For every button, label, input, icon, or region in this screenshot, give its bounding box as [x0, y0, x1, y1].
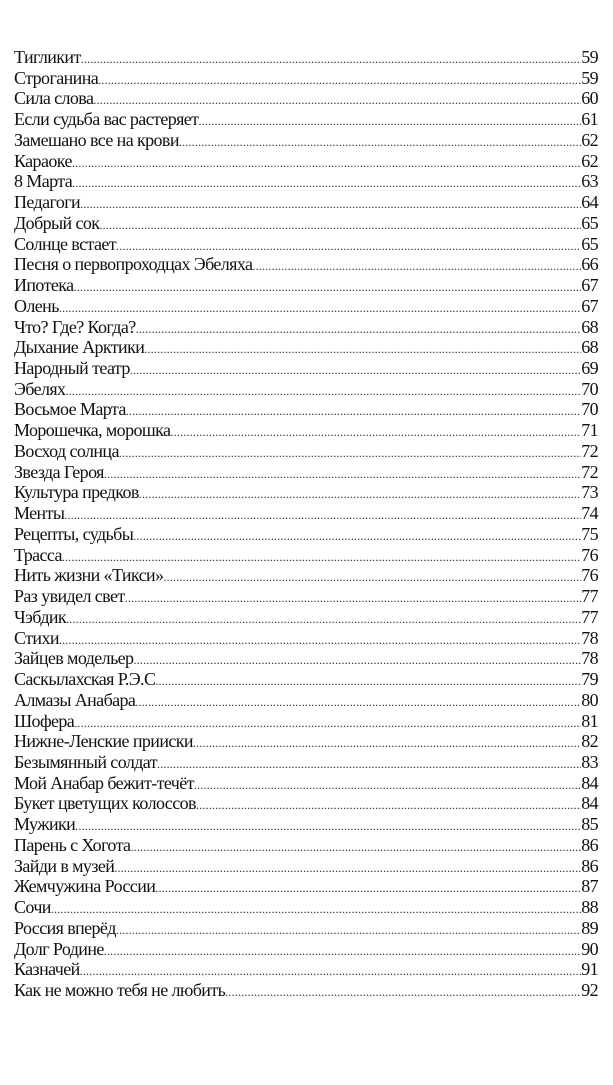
toc-entry: [14, 420, 598, 441]
dot-leader: [126, 401, 581, 422]
toc-entry: [14, 565, 598, 586]
toc-entry-title: Морошечка, морошка: [14, 420, 171, 441]
toc-entry: [14, 130, 598, 151]
toc-entry-page: 72: [581, 461, 598, 482]
dot-leader: [98, 70, 581, 91]
toc-entry: [14, 192, 598, 213]
toc-entry: [14, 897, 598, 918]
dot-leader: [139, 484, 581, 505]
toc-entry-title: Строганина: [14, 67, 99, 88]
dot-leader: [116, 236, 581, 257]
toc-entry-title: Восьмое Марта: [14, 399, 126, 420]
toc-entry-title: Жемчужина России: [14, 876, 156, 897]
toc-entry: [14, 835, 598, 856]
toc-entry-page: 67: [581, 295, 598, 316]
toc-entry-page: 70: [581, 399, 598, 420]
dot-leader: [81, 49, 581, 70]
toc-entry: [14, 379, 598, 400]
toc-entry-page: 78: [581, 648, 598, 669]
toc-entry: [14, 254, 598, 275]
dot-leader: [59, 298, 581, 319]
toc-entry-title: Тигликит: [14, 47, 81, 67]
dot-leader: [155, 671, 581, 692]
toc-entry-page: 59: [581, 67, 598, 88]
toc-entry-title: Как не можно тебя не любить: [14, 980, 226, 1001]
toc-entry-page: 87: [581, 876, 598, 897]
toc-entry-page: 76: [581, 565, 598, 586]
toc-entry: [14, 648, 598, 669]
toc-entry-page: 91: [581, 959, 598, 980]
toc-entry-page: 85: [581, 814, 598, 835]
toc-entry: [14, 296, 598, 317]
toc-entry-page: 68: [581, 337, 598, 358]
dot-leader: [133, 650, 581, 671]
toc-entry: [14, 524, 598, 545]
toc-entry: [14, 607, 598, 628]
toc-entry-title: Сочи: [14, 897, 51, 918]
toc-entry-page: 88: [581, 897, 598, 918]
toc-entry-title: Дыхание Арктики: [14, 337, 145, 358]
toc-entry-title: Зайцев модельер: [14, 648, 134, 669]
dot-leader: [252, 256, 581, 277]
toc-entry-page: 63: [581, 171, 598, 192]
toc-entry-title: Стихи: [14, 627, 59, 648]
dot-leader: [163, 567, 581, 588]
toc-entry-title: Рецепты, судьбы: [14, 523, 134, 544]
toc-entry-title: Народный театр: [14, 358, 130, 379]
toc-entry-page: 81: [581, 710, 598, 731]
dot-leader: [72, 153, 581, 174]
dot-leader: [74, 713, 581, 734]
dot-leader: [130, 360, 581, 381]
toc-entry-title: 8 Марта: [14, 171, 73, 192]
toc-entry: [14, 151, 598, 172]
toc-entry-title: Раз увидел свет: [14, 586, 125, 607]
toc-entry-title: Что? Где? Когда?: [14, 316, 136, 337]
toc-entry: [14, 669, 598, 690]
dot-leader: [119, 443, 581, 464]
toc-entry: [14, 441, 598, 462]
toc-entry-title: Казначей: [14, 959, 80, 980]
toc-entry-page: 84: [581, 793, 598, 814]
toc-entry-page: 84: [581, 772, 598, 793]
toc-entry-title: Культура предков: [14, 482, 139, 503]
toc-entry-title: Чэбдик: [14, 606, 67, 627]
toc-entry-page: 61: [581, 109, 598, 130]
toc-entry: [14, 793, 598, 814]
toc-entry: [14, 876, 598, 897]
toc-entry-page: 73: [581, 482, 598, 503]
toc-entry: [14, 482, 598, 503]
toc-entry-page: 69: [581, 358, 598, 379]
toc-entry-page: 80: [581, 689, 598, 710]
toc-entry-page: 65: [581, 212, 598, 233]
toc-entry-title: Саскылахская Р.Э.С: [14, 669, 156, 690]
toc-entry: [14, 711, 598, 732]
toc-entry-title: Эбелях: [14, 378, 66, 399]
dot-leader: [104, 941, 581, 962]
toc-entry: [14, 856, 598, 877]
toc-entry-page: 86: [581, 855, 598, 876]
toc-entry-title: Шофера: [14, 710, 75, 731]
toc-entry-title: Сила слова: [14, 88, 94, 109]
toc-entry-page: 76: [581, 544, 598, 565]
dot-leader: [193, 733, 581, 754]
dot-leader: [170, 422, 581, 443]
dot-leader: [133, 526, 581, 547]
toc-entry: [14, 980, 598, 1001]
toc-entry: [14, 47, 598, 68]
dot-leader: [72, 173, 581, 194]
dot-leader: [125, 588, 582, 609]
dot-leader: [64, 505, 581, 526]
toc-entry-title: Менты: [14, 503, 65, 524]
dot-leader: [194, 775, 581, 796]
dot-leader: [130, 837, 581, 858]
toc-entry-title: Мой Анабар бежит-течёт: [14, 772, 194, 793]
toc-entry: [14, 773, 598, 794]
toc-entry: [14, 918, 598, 939]
toc-entry-title: Восход солнца: [14, 440, 119, 461]
toc-entry: [14, 109, 598, 130]
toc-entry-title: Зайди в музей: [14, 855, 115, 876]
toc-entry: [14, 399, 598, 420]
toc-entry: [14, 213, 598, 234]
toc-entry-page: 64: [581, 192, 598, 213]
toc-entry-title: Замешано все на крови: [14, 129, 179, 150]
toc-entry-page: 66: [581, 254, 598, 275]
toc-entry: [14, 317, 598, 338]
toc-entry-title: Нить жизни «Тикси»: [14, 565, 164, 586]
dot-leader: [114, 858, 581, 879]
dot-leader: [66, 609, 581, 630]
dot-leader: [179, 132, 581, 153]
dot-leader: [51, 899, 581, 920]
toc-entry-page: 59: [581, 47, 598, 67]
dot-leader: [65, 381, 581, 402]
toc-entry-title: Ипотека: [14, 275, 74, 296]
dot-leader: [135, 692, 581, 713]
toc-entry-title: Алмазы Анабара: [14, 689, 136, 710]
toc-entry-page: 92: [581, 980, 598, 1001]
toc-entry-page: 70: [581, 378, 598, 399]
toc-entry-title: Караоке: [14, 150, 72, 171]
dot-leader: [116, 920, 581, 941]
dot-leader: [80, 961, 582, 982]
toc-entry-page: 82: [581, 731, 598, 752]
toc-entry-page: 65: [581, 233, 598, 254]
table-of-contents: [14, 47, 598, 1001]
toc-entry: [14, 586, 598, 607]
toc-entry-title: Трасса: [14, 544, 62, 565]
toc-entry-page: 89: [581, 917, 598, 938]
toc-entry: [14, 462, 598, 483]
toc-entry-page: 77: [581, 606, 598, 627]
dot-leader: [59, 630, 581, 651]
toc-entry: [14, 68, 598, 89]
toc-entry-title: Звезда Героя: [14, 461, 104, 482]
dot-leader: [74, 277, 582, 298]
toc-entry: [14, 731, 598, 752]
toc-entry-title: Мужики: [14, 814, 76, 835]
toc-entry: [14, 358, 598, 379]
toc-entry-page: 72: [581, 440, 598, 461]
toc-entry: [14, 171, 598, 192]
toc-entry: [14, 503, 598, 524]
toc-entry-title: Парень с Хогота: [14, 834, 131, 855]
dot-leader: [157, 754, 581, 775]
dot-leader: [136, 319, 582, 340]
toc-entry-page: 83: [581, 751, 598, 772]
dot-leader: [104, 464, 581, 485]
toc-entry-title: Нижне-Ленские прииски: [14, 731, 193, 752]
toc-entry: [14, 545, 598, 566]
dot-leader: [196, 795, 581, 816]
toc-entry-title: Песня о первопроходцах Эбеляха: [14, 254, 253, 275]
toc-entry: [14, 690, 598, 711]
toc-entry-title: Россия вперёд: [14, 917, 116, 938]
toc-entry-title: Если судьба вас растеряет: [14, 109, 199, 130]
toc-entry-page: 86: [581, 834, 598, 855]
toc-entry: [14, 939, 598, 960]
toc-entry-title: Добрый сок: [14, 212, 100, 233]
toc-entry: [14, 814, 598, 835]
toc-entry-page: 68: [581, 316, 598, 337]
toc-entry-title: Педагоги: [14, 192, 81, 213]
toc-entry-title: Долг Родине: [14, 938, 104, 959]
dot-leader: [75, 816, 581, 837]
toc-entry: [14, 959, 598, 980]
toc-entry: [14, 88, 598, 109]
toc-entry-page: 62: [581, 129, 598, 150]
toc-entry-page: 79: [581, 669, 598, 690]
toc-entry-title: Безымянный солдат: [14, 751, 157, 772]
dot-leader: [99, 215, 581, 236]
dot-leader: [93, 90, 581, 111]
dot-leader: [155, 878, 581, 899]
toc-entry-page: 75: [581, 523, 598, 544]
toc-entry-page: 71: [581, 420, 598, 441]
toc-entry-page: 67: [581, 275, 598, 296]
toc-entry-page: 62: [581, 150, 598, 171]
toc-entry-page: 90: [581, 938, 598, 959]
toc-entry-page: 74: [581, 503, 598, 524]
toc-entry-title: Букет цветущих колоссов: [14, 793, 196, 814]
dot-leader: [80, 194, 581, 215]
toc-entry: [14, 752, 598, 773]
dot-leader: [144, 339, 581, 360]
toc-entry: [14, 628, 598, 649]
toc-entry-page: 78: [581, 627, 598, 648]
toc-entry-page: 60: [581, 88, 598, 109]
dot-leader: [62, 547, 581, 568]
dot-leader: [198, 111, 581, 132]
dot-leader: [225, 982, 581, 1003]
toc-entry-title: Солнце встает: [14, 233, 117, 254]
toc-entry-page: 77: [581, 586, 598, 607]
toc-entry: [14, 234, 598, 255]
toc-entry-title: Олень: [14, 295, 59, 316]
toc-entry: [14, 337, 598, 358]
toc-entry: [14, 275, 598, 296]
